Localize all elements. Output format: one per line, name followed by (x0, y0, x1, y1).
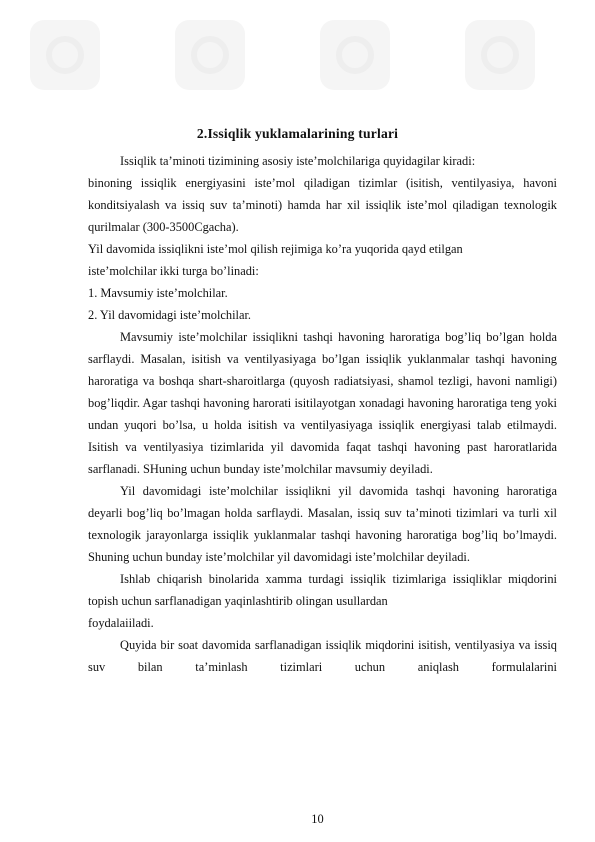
page-number: 10 (311, 812, 324, 826)
list-item: 1. Mavsumiy iste’molchilar. (88, 286, 228, 300)
body-text (88, 150, 557, 678)
paragraph-line: iste’molchilar ikki turga bo’linadi: (88, 264, 259, 278)
section-heading: 2.Issiqlik yuklamalarining turlari (196, 126, 399, 141)
paragraph-intro: Issiqlik ta’minoti tizimining asosiy iste’molchilariga quyidagilar kiradi: (120, 154, 476, 168)
list-item: 2. Yil davomidagi iste’molchilar. (88, 308, 252, 322)
paragraph-seasonal: Mavsumiy iste’molchilar issiqlikni tashqi havoning haroratiga bog’liq bo’lgan holda sarflaydi. Masalan, isitish va ventilyasiyaga bo’lgan issiqlik yuklanmalar tashqi havoning haroratiga va boshqa shart-sharoitlarga (quyosh radiatsiyasi, shamol tezligi, havoni namligi) bog’liqdir. Agar tashqi havoning harorati isitilayotgan xonadagi havoning haroratiga teng yoki undan yuqori bo’lsa, u holda isitish va ventilyasiyaga issiqlik energiyasi talab etilmaydi. Isitish va ventilyasiya tizimlarida yil davomida faqat tashqi havoning past haroratlarida sarflanadi. SHuning uchun bunday iste’molchilar mavsumiy deyiladi. (88, 330, 557, 476)
paragraph-line: foydalaiiladi. (88, 616, 154, 630)
watermark-icon (320, 20, 390, 90)
paragraph-methods: Ishlab chiqarish binolarida xamma turdagi issiqlik tizimlariga issiqliklar miqdorini topish uchun sarflanadigan yaqinlashtirib olingan usullardan (88, 572, 557, 608)
paragraph-year-round: Yil davomidagi iste’molchilar issiqlikni yil davomida tashqi havoning haroratiga deyarli bog’liq bo’lmagan holda sarflaydi. Masalan, issiq suv ta’minoti tizimlari va turli xil texnologik jarayonlarga issiqlik yuklanmalar tashqi havoning haroratiga bog’liq bo’lmaydi. Shuning uchun bunday iste’molchilar yil davomidagi iste’molchilar deyiladi. (88, 484, 557, 564)
paragraph-line: Yil davomida issiqlikni iste’mol qilish rejimiga ko’ra yuqorida qayd etilgan (88, 242, 463, 256)
watermark-icon (175, 20, 245, 90)
paragraph-consumers: binoning issiqlik energiyasini iste’mol qiladigan tizimlar (isitish, ventilyasiya, havoni konditsiyalash va issiq suv ta’minoti) hamda har xil issiqlik iste’mol qiladigan texnologik qurilmalar (300-3500Cgacha). (88, 176, 557, 234)
watermark-icon (30, 20, 100, 90)
paragraph-formulas: Quyida bir soat davomida sarflanadigan issiqlik miqdorini isitish, ventilyasiya va issiq suv bilan ta’minlash tizimlari uchun aniqlash formulalarini (88, 638, 557, 674)
watermark-icon (465, 20, 535, 90)
